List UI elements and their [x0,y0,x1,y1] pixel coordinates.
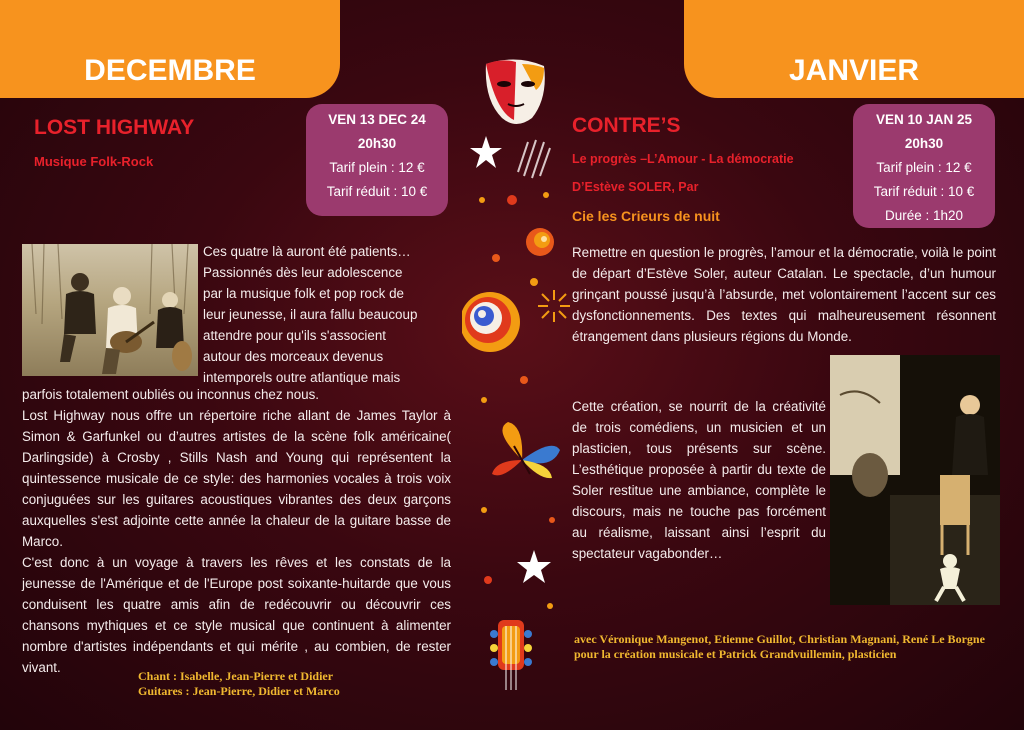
center-decoration [462,50,572,730]
swirl-icon [526,228,554,256]
body-text-right-1 [572,242,996,347]
text-line: intemporels outre atlantique mais [203,370,401,385]
text-line: autour des morceaux devenus [203,349,384,364]
event-time: 20h30 [357,136,397,151]
credits-right [574,632,998,662]
sunburst-icon [538,290,570,322]
event-author: D’Estève SOLER, Par [572,180,699,194]
theatre-mask-icon [486,59,545,124]
paragraph: parfois totalement oubliés ou inconnus chez nous. [22,387,320,402]
body-text-right-2 [572,396,826,564]
band-photo-image [22,244,198,376]
company-name: Cie les Crieurs de nuit [572,208,720,224]
text-line: par la musique folk et pop rock de [203,286,404,301]
tarif-plein: Tarif plein : 12 € [329,160,425,175]
paragraph: C'est donc à un voyage à travers les rêves et les constats de la jeunesse de l'Amérique et de l'Europe post soixante-huitarde que vous conduisent les quatre amis afin de redécouvrir ou découvrir ces chansons mythiques et ce style musical que continuent à alimenter nombre d'artistes indépendants et qui mérite , au combien, de rester vivant. [22,555,451,675]
spiral-icon [462,292,520,352]
butterfly-icon [492,422,560,478]
credit-guitares: Guitares : Jean-Pierre, Didier et Marco [138,684,340,698]
text-line: Passionnés dès leur adolescence [203,265,403,280]
text-line: leur jeunesse, il aura fallu beaucoup [203,307,418,322]
price-box-right [853,104,995,228]
price-box-left [306,104,448,216]
stripes-icon [518,140,550,178]
intro-text-left [203,241,451,388]
event-title-right: CONTRE’S [572,114,681,137]
band-photo [22,244,198,376]
credits-left [138,669,378,699]
month-tab-janvier [684,0,1024,98]
credit-chant: Chant : Isabelle, Jean-Pierre et Didier [138,669,334,683]
star-icon [470,136,502,168]
month-tab-decembre [0,0,340,98]
theatre-photo-image [830,355,1000,605]
star-icon [517,550,551,583]
event-title-left: LOST HIGHWAY [34,116,195,139]
theatre-photo [830,355,1000,605]
body-text-left [22,384,451,678]
tarif-reduit: Tarif réduit : 10 € [326,184,428,199]
event-date: VEN 10 JAN 25 [875,112,973,127]
guitar-head-icon [490,620,532,690]
text-line: Ces quatre là auront été patients… [203,244,411,259]
tarif-reduit: Tarif réduit : 10 € [873,184,975,199]
month-label: DECEMBRE [84,54,256,87]
event-date: VEN 13 DEC 24 [328,112,426,127]
event-subtitle-right: Le progrès –L’Amour - La démocratie [572,152,794,166]
paragraph: Remettre en question le progrès, l’amour et la démocratie, voilà le point de départ d’Estève Soler, auteur Catalan. Le spectacle, d’un humour grinçant poussé jusqu’à l’absurde, met volontairement l’accent sur ces dysfonctionnements. Des textes qui malheureusement résonnent étrangement dans plusieurs régions du Monde. [572,245,996,344]
month-label: JANVIER [788,54,920,87]
credit-cast: avec Véronique Mangenot, Etienne Guillot, Christian Magnani, René Le Borgne pour la création musicale et Patrick Grandvuillemin, plasticien [574,632,985,661]
event-subtitle-left: Musique Folk-Rock [34,154,154,169]
duree: Durée : 1h20 [884,208,964,223]
event-time: 20h30 [904,136,944,151]
text-line: attendre pour qu'ils s'associent [203,328,387,343]
paragraph: Lost Highway nous offre un répertoire riche allant de James Taylor à Simon & Garfunkel ou d’autres artistes de la scène folk américaine( Darlingside) à Crosby , Stills Nash and Young qui représentent la quintessence musicale de ce style: des harmonies vocales à trois voix conjuguées sur les guitares acoustiques vibrantes des deux garçons auxquelles s'est adjointe cette année la chaleur de la guitare basse de Marco. [22,408,451,549]
tarif-plein: Tarif plein : 12 € [876,160,972,175]
paragraph: Cette création, se nourrit de la créativité de trois comédiens, un musicien et un plasticien, tous présents sur scène. L’esthétique proposée à partir du texte de Soler restitue une ambiance, complète le discours, mais ne touche pas forcément au réalisme, laissant ainsi l’esprit du spectateur vagabonder… [572,399,826,561]
